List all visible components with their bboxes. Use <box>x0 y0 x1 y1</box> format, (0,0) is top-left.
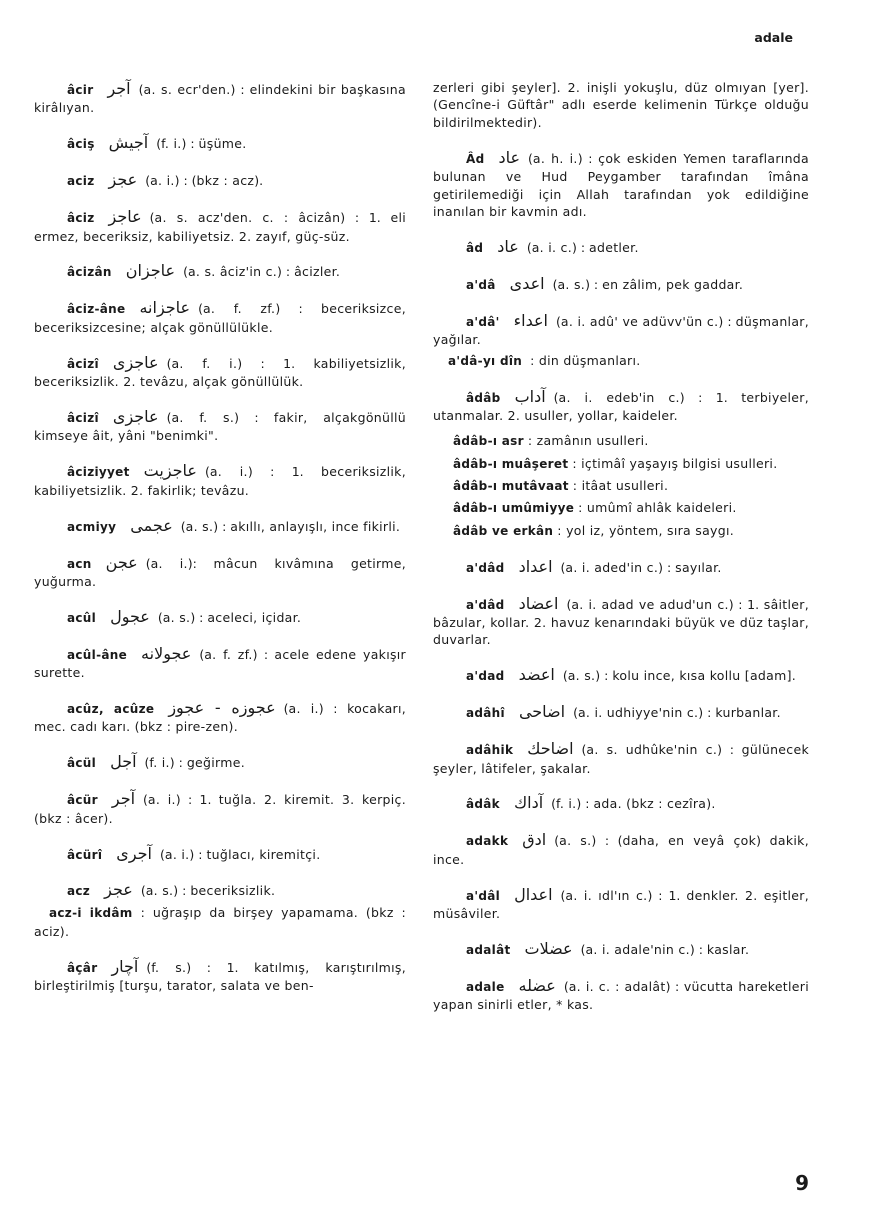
dictionary-entry <box>433 238 809 257</box>
dictionary-entry <box>34 171 406 190</box>
dictionary-entry <box>34 517 406 536</box>
entry-headword: âciz <box>67 211 95 226</box>
entry-definition: (a. s. udhûke'nin c.) : gülünecek şeyler, lâtifeler, şakalar. <box>433 742 809 776</box>
entry-arabic-script: آجر <box>111 789 136 809</box>
entry-headword: adalât <box>466 943 511 957</box>
entry-definition: : uğraşıp da birşey yapamama. (bkz : aciz). <box>34 905 406 939</box>
entry-arabic-script: عاجزان <box>125 261 176 281</box>
dictionary-entry <box>34 554 406 591</box>
entry-definition: (a. i.) : kocakarı, mec. cadı karı. (bkz : pire-zen). <box>34 701 407 735</box>
dictionary-entry <box>34 881 406 900</box>
entry-headword: acz-i ikdâm <box>49 906 133 921</box>
dictionary-entry <box>433 149 809 221</box>
entry-arabic-script: آجری <box>116 843 152 863</box>
entry-definition: (a. s. acz'den. c. : âcizân) : 1. eli ermez, beceriksiz, kabiliyetsiz. 2. zayıf, güç-süz. <box>34 210 406 244</box>
entry-definition: (f. s.) : 1. katılmış, karıştırılmış, birleştirilmiş [turşu, tarator, salata ve ben- <box>34 959 406 994</box>
entry-arabic-script: عجول <box>110 606 150 626</box>
entry-headword: âcül <box>67 756 97 771</box>
entry-definition: (a. i. ıdl'ın c.) : 1. denkler. 2. eşitler, müsâviler. <box>433 887 809 922</box>
entry-definition: (a. i. aded'in c.) : sayılar. <box>560 559 722 575</box>
entry-headword: acûl-âne <box>67 647 128 662</box>
entry-arabic-script: اضاحی <box>518 702 566 722</box>
entry-headword: acmiyy <box>67 519 117 534</box>
entry-definition: (a. i.) : 1. tuğla. 2. kiremit. 3. kerpiç. (bkz : âcer). <box>34 792 406 826</box>
entry-headword: âciş <box>67 137 95 152</box>
entry-headword: aciz <box>67 174 95 189</box>
entry-headword: âdâb <box>466 390 501 405</box>
entry-headword: âdâb ve erkân <box>453 523 554 538</box>
dictionary-entry <box>433 388 809 425</box>
entry-headword: âçâr <box>67 960 98 975</box>
dictionary-entry <box>34 790 406 827</box>
entry-arabic-script: اضاحك <box>527 739 574 759</box>
dictionary-entry <box>433 886 809 923</box>
entry-headword: âciz-âne <box>67 302 126 317</box>
entry-headword: a'dâ <box>466 277 496 292</box>
dictionary-entry <box>34 134 406 153</box>
entry-arabic-script: عاد <box>498 147 521 167</box>
right-column <box>433 79 809 1031</box>
entry-headword: adakk <box>466 834 509 849</box>
entry-definition: : içtimâî yaşayış bilgisi usulleri. <box>572 455 778 471</box>
entry-definition: (a. s.) : (daha, en veyâ çok) dakik, ince. <box>433 833 809 867</box>
dictionary-entry <box>433 831 809 868</box>
entry-arabic-script: آجل <box>110 752 137 772</box>
entry-headword: adâhî <box>466 706 505 721</box>
entry-definition: (a. i. adad ve adud'un c.) : 1. sâitler, bâzular, kollar. 2. havuz kenarındaki büyük ve düz taşlar, duvarlar. <box>433 596 809 648</box>
entry-definition: (a. f. zf.) : acele edene yakışır surette. <box>34 646 406 681</box>
entry-headword: acn <box>67 556 92 571</box>
entry-arabic-script: اعدال <box>514 884 553 904</box>
entry-headword: âcür <box>67 793 98 808</box>
page-number: 9 <box>795 1171 809 1195</box>
entry-arabic-script: اعضد <box>518 665 555 685</box>
entry-headword: acûz, acûze <box>67 702 155 717</box>
entry-definition: (a. f. i.) : 1. kabiliyetsizlik, beceriksizlik. 2. tevâzu, alçak gönüllülük. <box>34 355 406 390</box>
entry-definition: (a. f. zf.) : beceriksizce, beceriksizcesine; alçak gönüllülükle. <box>34 301 406 335</box>
entry-definition: (a. s.) : aceleci, içidar. <box>157 609 302 625</box>
dictionary-entry <box>34 753 406 772</box>
entry-headword: acûl <box>67 610 97 625</box>
dictionary-entry <box>34 904 406 940</box>
dictionary-entry <box>34 262 406 281</box>
entry-headword: âdâk <box>466 797 500 812</box>
entry-headword: âciziyyet <box>67 465 130 480</box>
entry-definition: (a. s.) : akıllı, anlayışlı, ince fikirli. <box>180 518 401 534</box>
sub-entry <box>433 522 809 540</box>
entry-arabic-script: عاجزی <box>112 352 159 372</box>
entry-headword: âcir <box>67 83 94 97</box>
entry-definition: (a. h. i.) : çok eskiden Yemen taraflarında bulunan ve Hud Peygamber tarafından îmâna getirilemediği için Allah tarafından yok edildiğine inanılan bir kavmin adı. <box>433 150 809 219</box>
entry-headword: a'dâ' <box>466 314 500 329</box>
entry-definition: (a. i.) : (bkz : acz). <box>145 173 264 189</box>
entry-headword: a'dâ-yı dîn <box>448 353 523 368</box>
entry-headword: a'dâd <box>466 597 505 612</box>
entry-definition: (f. i.) : geğirme. <box>144 755 246 771</box>
dictionary-entry <box>34 845 406 864</box>
entry-headword: adâhik <box>466 743 514 758</box>
entry-definition: (f. i.) : ada. (bkz : cezîra). <box>551 796 716 812</box>
sub-entry <box>433 455 809 473</box>
entry-headword: âcizî <box>67 410 99 425</box>
entry-arabic-script: اعداء <box>513 310 548 330</box>
dictionary-entry <box>433 666 809 685</box>
entry-definition: (a. i. adû' ve adüvv'ün c.) : düşmanlar, yağılar. <box>433 313 809 348</box>
dictionary-entry <box>433 352 809 370</box>
entry-definition: : umûmî ahlâk kaideleri. <box>578 500 737 516</box>
entry-arabic-script: عجوزه - عجوز <box>168 698 276 718</box>
entry-headword: âdâb-ı asr <box>453 434 524 449</box>
dictionary-entry <box>433 977 809 1014</box>
entry-headword: âdâb-ı umûmiyye <box>453 501 575 516</box>
dictionary-entry <box>433 794 809 813</box>
entry-headword: âcizî <box>67 356 99 371</box>
entry-headword: a'dâl <box>466 888 501 903</box>
entry-arabic-script: عجز <box>104 880 133 900</box>
entry-definition: (a. s.) : en zâlim, pek gaddar. <box>552 276 744 292</box>
entry-definition: : itâat usulleri. <box>572 478 669 493</box>
dictionary-entry <box>34 408 406 445</box>
dictionary-entry <box>34 299 406 336</box>
entry-definition: (a. i. udhiyye'nin c.) : kurbanlar. <box>573 705 781 721</box>
left-column <box>34 80 406 1012</box>
entry-arabic-script: عضلات <box>524 939 573 958</box>
entry-headword: Âd <box>466 151 485 166</box>
entry-arabic-script: عاجزیت <box>143 461 197 481</box>
entry-headword: acz <box>67 884 91 899</box>
entry-arabic-script: عجمی <box>130 515 173 535</box>
entry-definition: (a. s.) : beceriksizlik. <box>140 883 276 899</box>
entry-definition: : zamânın usulleri. <box>527 433 649 449</box>
dictionary-entry <box>433 79 809 131</box>
dictionary-entry <box>34 699 406 736</box>
entry-arabic-script: عجز <box>108 170 138 190</box>
dictionary-entry <box>433 312 809 349</box>
entry-definition: : yol iz, yöntem, sıra saygı. <box>557 522 735 538</box>
dictionary-entry <box>433 740 809 777</box>
entry-headword: a'dad <box>466 669 505 684</box>
entry-headword: âdâb-ı mutâvaat <box>453 479 569 493</box>
entry-definition: (a. i. c.) : adetler. <box>526 239 639 255</box>
entry-headword: a'dâd <box>466 560 505 575</box>
entry-definition: (a. s. ecr'den.) : elindekini bir başkasına kirâlıyan. <box>34 82 406 116</box>
entry-arabic-script: اعدی <box>509 273 545 293</box>
dictionary-entry <box>433 275 809 294</box>
entry-arabic-script: عجن <box>105 552 138 572</box>
entry-definition: (a. s.) : kolu ince, kısa kollu [adam]. <box>562 668 797 684</box>
entry-headword: âcizân <box>67 265 112 280</box>
entry-arabic-script: عاجز <box>108 207 142 227</box>
entry-arabic-script: عاجزی <box>112 406 159 426</box>
running-header: adale <box>754 30 793 45</box>
sub-entry <box>433 499 809 517</box>
dictionary-entry <box>433 703 809 722</box>
entry-arabic-script: ادق <box>522 830 547 850</box>
dictionary-entry <box>34 958 406 995</box>
dictionary-entry <box>433 940 809 959</box>
entry-arabic-script: عضله <box>518 975 556 995</box>
entry-headword: âd <box>466 240 484 255</box>
sub-entry <box>433 432 809 450</box>
entry-definition: (a. i.) : tuğlacı, kiremitçi. <box>159 846 321 862</box>
entry-definition: (a. s. âciz'in c.) : âcizler. <box>183 264 341 280</box>
entry-definition: (f. i.) : üşüme. <box>156 136 247 152</box>
dictionary-entry <box>34 80 406 117</box>
entry-headword: âcürî <box>67 847 103 862</box>
entry-definition: : din düşmanları. <box>530 352 641 368</box>
entry-definition: (a. i. adale'nin c.) : kaslar. <box>580 942 750 957</box>
dictionary-entry <box>433 595 809 649</box>
entry-arabic-script: آجیش <box>108 133 149 153</box>
dictionary-entry <box>34 354 406 391</box>
entry-definition: (a. i. edeb'in c.) : 1. terbiyeler, utanmalar. 2. usuller, yollar, kaideler. <box>433 389 809 424</box>
entry-arabic-script: اعداد <box>518 556 553 576</box>
entry-arabic-script: عجولانه <box>141 643 192 663</box>
entry-headword: adale <box>466 979 505 994</box>
entry-definition: (a. i. c. : adalât) : vücutta hareketleri yapan sinirli etler, * kas. <box>433 978 809 1013</box>
entry-arabic-script: اعضاد <box>518 593 559 613</box>
entry-definition: zerleri gibi şeyler]. 2. inişli yokuşlu, düz olmıyan [yer]. (Gencîne-i Güftâr" adlı eserde kelimenin Türkçe olduğu bildirilmektedir). <box>433 80 809 130</box>
entry-definition: (a. i.) : 1. beceriksizlik, kabiliyetsizlik. 2. fakirlik; tevâzu. <box>34 464 406 498</box>
entry-headword: âdâb-ı muâşeret <box>453 456 569 471</box>
entry-arabic-script: آداك <box>513 793 544 813</box>
entry-arabic-script: آچار <box>111 956 139 976</box>
adab-subentries <box>433 432 809 540</box>
dictionary-entry <box>34 645 406 682</box>
entry-definition: (a. i.): mâcun kıvâmına getirme, yuğurma. <box>34 555 406 589</box>
entry-arabic-script: آداب <box>514 386 546 406</box>
dictionary-entry <box>34 608 406 627</box>
sub-entry <box>433 477 809 495</box>
dictionary-entry <box>433 558 809 577</box>
entry-definition: (a. f. s.) : fakir, alçakgönüllü kimseye âit, yâni "benimki". <box>34 409 406 444</box>
entry-arabic-script: آجر <box>107 79 131 98</box>
entry-arabic-script: عاد <box>497 236 519 256</box>
entry-arabic-script: عاجزانه <box>139 298 191 318</box>
dictionary-entry <box>34 208 406 245</box>
dictionary-entry <box>34 462 406 499</box>
